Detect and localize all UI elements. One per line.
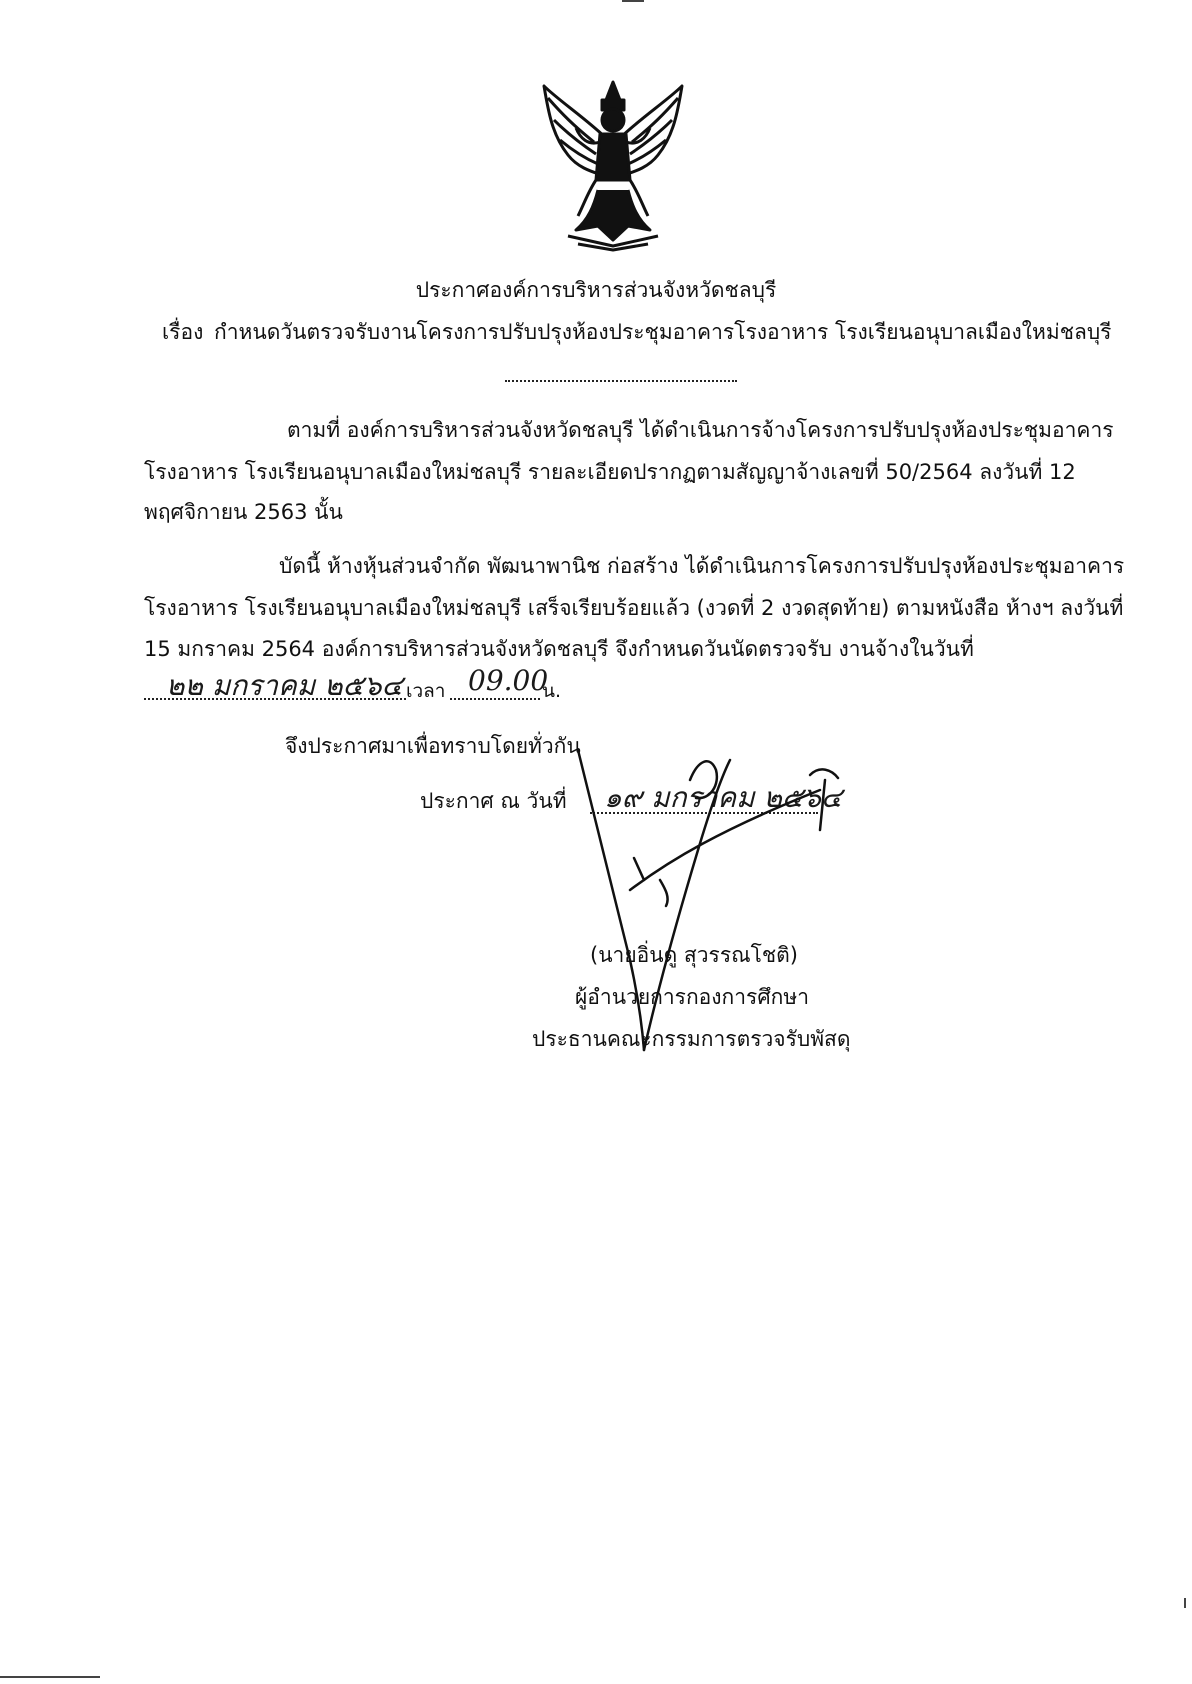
- garuda-emblem-icon: [538, 80, 688, 252]
- scan-edge-mark-bottom: [0, 1676, 100, 1678]
- closing-text: จึงประกาศมาเพื่อทราบโดยทั่วกัน: [285, 734, 581, 758]
- para1-line2: โรงอาหาร โรงเรียนอนุบาลเมืองใหม่ชลบุรี รายละเอียดปรากฏตามสัญญาจ้างเลขที่ 50/2564 ลงวันที่ 12: [144, 460, 1076, 484]
- para1-line1: ตามที่ องค์การบริหารส่วนจังหวัดชลบุรี ได้ดำเนินการจ้างโครงการปรับปรุงห้องประชุมอาคาร: [287, 418, 1114, 442]
- handwritten-inspection-time: 09.00: [468, 664, 549, 697]
- handwritten-signature: [570, 740, 910, 1060]
- para2-line1: บัดนี้ ห้างหุ้นส่วนจำกัด พัฒนาพานิช ก่อสร้าง ได้ดำเนินการโครงการปรับปรุงห้องประชุมอาคาร: [279, 554, 1125, 578]
- time-unit: น.: [542, 680, 562, 702]
- para2-line2: โรงอาหาร โรงเรียนอนุบาลเมืองใหม่ชลบุรี เสร็จเรียบร้อยแล้ว (งวดที่ 2 งวดสุดท้าย) ตามหนังสือ ห้างฯ ลงวันที่: [144, 596, 1124, 620]
- title-separator: [505, 380, 737, 382]
- subject-text: กำหนดวันตรวจรับงานโครงการปรับปรุงห้องประชุมอาคารโรงอาหาร โรงเรียนอนุบาลเมืองใหม่ชลบุรี: [214, 320, 1112, 344]
- handwritten-inspection-date: ๒๒ มกราคม ๒๕๖๔: [166, 669, 403, 702]
- time-fill-line: [450, 698, 540, 700]
- para2-line3: 15 มกราคม 2564 องค์การบริหารส่วนจังหวัดชลบุรี จึงกำหนดวันนัดตรวจรับ งานจ้างในวันที่: [144, 637, 974, 661]
- time-label: เวลา: [406, 680, 446, 702]
- handwritten-announce-date: ๑๙ มกราคม ๒๕๖๔: [604, 781, 843, 814]
- signatory-name: (นายอิ่นดู สุวรรณโชติ): [590, 943, 798, 967]
- signatory-position: ผู้อำนวยการกองการศึกษา: [575, 985, 809, 1009]
- subject-label: เรื่อง: [162, 320, 204, 344]
- para1-line3: พฤศจิกายน 2563 นั้น: [144, 500, 343, 524]
- announce-date-label: ประกาศ ณ วันที่: [420, 789, 567, 813]
- scan-edge-mark-right: [1184, 1598, 1186, 1608]
- scan-edge-mark-top: [622, 0, 644, 2]
- document-title: ประกาศองค์การบริหารส่วนจังหวัดชลบุรี: [415, 278, 777, 302]
- signatory-role: ประธานคณะกรรมการตรวจรับพัสดุ: [532, 1027, 851, 1051]
